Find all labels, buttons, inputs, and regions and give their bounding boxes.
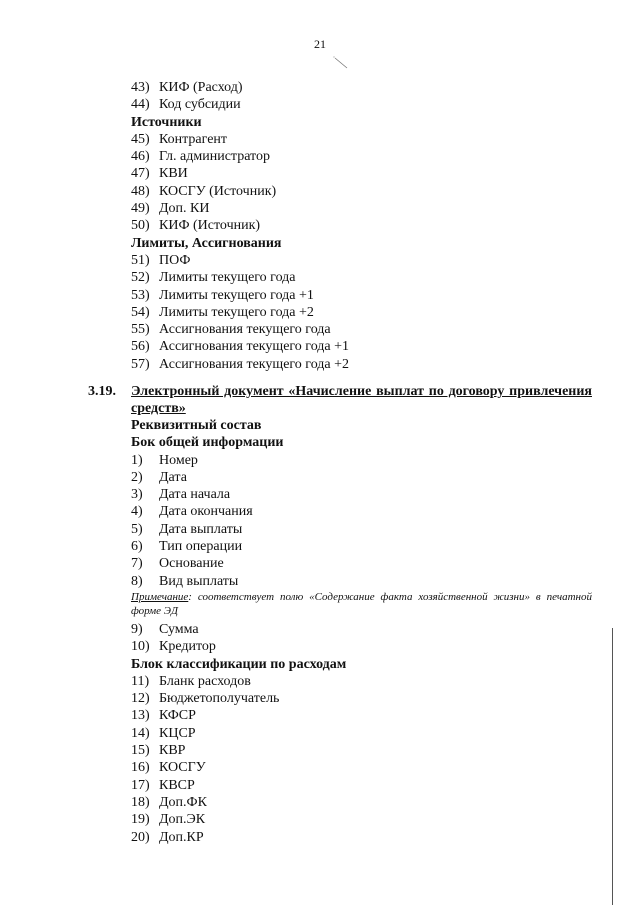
section-number: 3.19. <box>88 384 116 399</box>
list-item <box>131 287 349 304</box>
item-number: 43) <box>131 80 150 95</box>
section-heading <box>131 417 283 434</box>
list-item <box>131 759 346 776</box>
section-heading <box>131 656 346 673</box>
list-item <box>131 555 283 572</box>
section-heading <box>131 434 283 451</box>
item-number: 49) <box>131 201 150 217</box>
item-text: Ассигнования текущего года +2 <box>159 356 350 372</box>
item-text: Ассигнования текущего года +1 <box>159 339 350 355</box>
list-item <box>131 252 349 269</box>
item-text: Лимиты текущего года +2 <box>159 304 314 320</box>
item-text: Доп.КР <box>159 829 204 845</box>
list-item <box>131 486 283 503</box>
list-item <box>131 200 349 217</box>
item-text: ПОФ <box>159 252 191 268</box>
list-item <box>131 521 283 538</box>
list-item <box>131 96 349 113</box>
item-number: 17) <box>131 777 150 793</box>
list-item <box>131 794 346 811</box>
list-item <box>131 131 349 148</box>
list-item <box>131 811 346 828</box>
item-text: Номер <box>159 452 198 468</box>
list-item <box>131 304 349 321</box>
item-number: 54) <box>131 304 150 320</box>
item-text: КВСР <box>159 777 195 793</box>
item-text: КОСГУ (Источник) <box>159 183 277 199</box>
item-number: 8) <box>131 573 143 589</box>
requisites-list-general <box>131 417 283 590</box>
item-text: Доп.ЭК <box>159 812 206 828</box>
item-text: Вид выплаты <box>159 573 239 589</box>
item-number: 4) <box>131 504 143 520</box>
note <box>131 590 592 618</box>
list-item <box>131 829 346 846</box>
item-text: КОСГУ <box>159 760 206 776</box>
list-item <box>131 79 349 96</box>
list-item <box>131 725 346 742</box>
scan-mark-icon <box>333 56 349 70</box>
item-text: КИФ (Источник) <box>159 218 261 234</box>
note-label: Примечание <box>131 591 189 603</box>
item-text: Основание <box>159 556 224 572</box>
item-text: Дата <box>159 469 187 485</box>
item-text: Кредитор <box>159 639 216 655</box>
item-number: 14) <box>131 725 150 741</box>
item-number: 44) <box>131 97 150 113</box>
item-number: 6) <box>131 539 143 555</box>
list-item <box>131 469 283 486</box>
item-text: КЦСР <box>159 725 196 741</box>
item-text: Ассигнования текущего года <box>159 322 331 338</box>
requisites-list-classification <box>131 621 346 846</box>
item-number: 57) <box>131 356 150 372</box>
item-number: 11) <box>131 673 150 689</box>
item-number: 52) <box>131 270 150 286</box>
item-number: 12) <box>131 691 150 707</box>
item-text: Тип операции <box>159 539 243 555</box>
item-number: 18) <box>131 794 150 810</box>
item-text: Сумма <box>159 622 199 637</box>
list-item <box>131 621 346 638</box>
item-text: КФСР <box>159 708 196 724</box>
item-text: Бланк расходов <box>159 673 251 689</box>
item-number: 53) <box>131 287 150 303</box>
item-number: 2) <box>131 469 143 485</box>
item-number: 16) <box>131 760 150 776</box>
requisites-list-continued <box>131 79 349 373</box>
item-text: Лимиты текущего года <box>159 270 296 286</box>
item-number: 46) <box>131 149 150 165</box>
heading-text: Источники <box>131 114 202 130</box>
list-item <box>131 673 346 690</box>
list-item <box>131 165 349 182</box>
list-item <box>131 690 346 707</box>
list-item <box>131 321 349 338</box>
list-item <box>131 707 346 724</box>
list-item <box>131 742 346 759</box>
list-item <box>131 269 349 286</box>
list-item <box>131 183 349 200</box>
item-text: КВИ <box>159 166 188 182</box>
list-item <box>131 217 349 234</box>
item-number: 3) <box>131 487 143 503</box>
heading-text: Лимиты, Ассигнования <box>131 235 282 251</box>
item-text: Дата окончания <box>159 504 253 520</box>
scan-edge-line <box>612 628 613 905</box>
item-number: 51) <box>131 252 150 268</box>
item-number: 1) <box>131 452 143 468</box>
item-text: Контрагент <box>159 131 228 147</box>
item-text: Лимиты текущего года +1 <box>159 287 314 303</box>
item-text: Доп.ФК <box>159 794 207 810</box>
item-number: 15) <box>131 743 150 759</box>
page-number: 21 <box>314 37 326 51</box>
list-item <box>131 356 349 373</box>
item-number: 13) <box>131 708 150 724</box>
item-text: Бюджетополучатель <box>159 691 280 707</box>
item-number: 45) <box>131 131 150 147</box>
item-text: Дата начала <box>159 487 231 503</box>
item-number: 56) <box>131 339 150 355</box>
heading-text: Блок классификации по расходам <box>131 656 347 672</box>
item-text: Доп. КИ <box>159 201 210 217</box>
heading-text: Реквизитный состав <box>131 418 262 433</box>
list-item <box>131 638 346 655</box>
list-item <box>131 148 349 165</box>
list-item <box>131 777 346 794</box>
section-heading <box>131 235 349 252</box>
list-item <box>131 538 283 555</box>
item-text: Код субсидии <box>159 97 241 113</box>
list-item <box>131 452 283 469</box>
section-heading <box>131 114 349 131</box>
item-number: 19) <box>131 812 150 828</box>
item-number: 10) <box>131 639 150 655</box>
list-item <box>131 503 283 520</box>
item-number: 47) <box>131 166 150 182</box>
item-text: КВР <box>159 743 186 759</box>
item-number: 5) <box>131 521 143 537</box>
item-text: Гл. администратор <box>159 149 270 165</box>
item-number: 7) <box>131 556 143 572</box>
item-text: КИФ (Расход) <box>159 80 243 95</box>
item-number: 20) <box>131 829 150 845</box>
item-number: 48) <box>131 183 150 199</box>
item-text: Дата выплаты <box>159 521 243 537</box>
heading-text: Бок общей информации <box>131 435 284 451</box>
list-item <box>131 573 283 590</box>
item-number: 9) <box>131 622 143 637</box>
section-title: Электронный документ «Начисление выплат по договору привлечения средств» <box>131 384 592 416</box>
item-number: 55) <box>131 322 150 338</box>
note-text: : соответствует полю «Содержание факта хозяйственной жизни» в печатной форме ЭД <box>131 591 592 617</box>
list-item <box>131 338 349 355</box>
item-number: 50) <box>131 218 150 234</box>
